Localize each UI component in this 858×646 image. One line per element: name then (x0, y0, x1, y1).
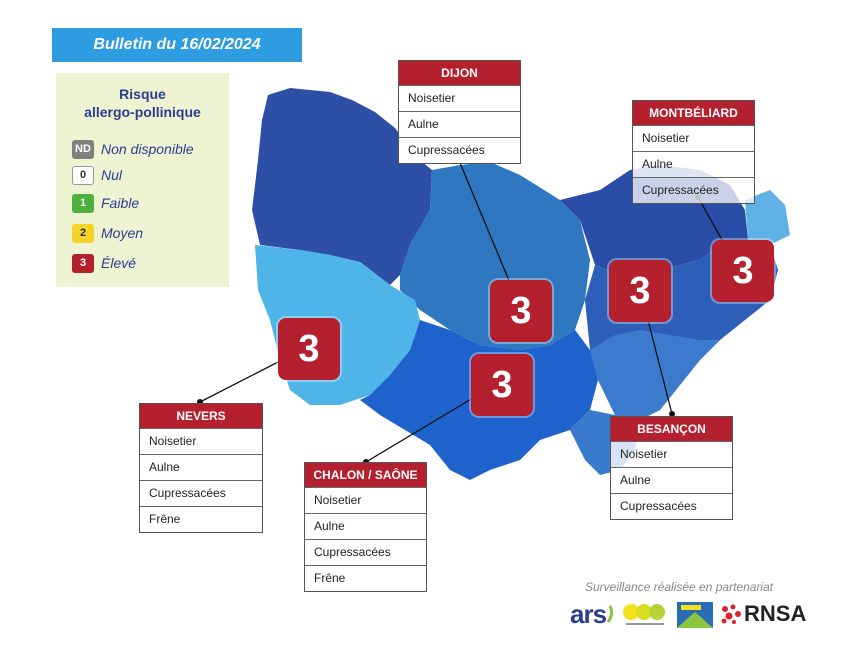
city-table-dijon (398, 60, 521, 164)
legend-title-line1: Risque (119, 86, 166, 102)
city-table-chalon (304, 462, 427, 592)
pollen-row: Cupressacées (140, 480, 262, 506)
ars-logo-text: ars (570, 598, 607, 629)
legend-label-faible: Faible (101, 195, 140, 211)
legend-label-eleve: Élevé (101, 255, 137, 271)
city-title-montbeliard: MONTBÉLIARD (633, 101, 754, 125)
city-title-dijon: DIJON (399, 61, 520, 85)
city-title-nevers: NEVERS (140, 404, 262, 428)
pollen-row: Noisetier (611, 441, 732, 467)
aafi-logo-icon (677, 602, 713, 628)
legend-badge-nd: ND (72, 140, 94, 159)
pollen-row: Noisetier (633, 125, 754, 151)
risk-badge-besancon: 3 (609, 260, 671, 322)
legend-label-moyen: Moyen (101, 225, 144, 241)
legend-badge-faible: 1 (72, 194, 94, 213)
pollen-row: Noisetier (305, 487, 426, 513)
risk-badge-chalon: 3 (471, 354, 533, 416)
legend-badge-moyen: 2 (72, 224, 94, 243)
pollen-row: Noisetier (140, 428, 262, 454)
rnsa-logo-text: RNSA (744, 601, 807, 626)
map-dept-jura (590, 330, 720, 420)
pollen-row: Cupressacées (611, 493, 732, 519)
city-title-chalon: CHALON / SAÔNE (305, 463, 426, 487)
risk-badge-nevers: 3 (278, 318, 340, 380)
pollen-row: Aulne (140, 454, 262, 480)
legend-badge-nul: 0 (72, 166, 94, 185)
city-table-montbeliard (632, 100, 755, 204)
connector-nevers (200, 360, 282, 402)
risk-badge-dijon: 3 (490, 280, 552, 342)
pollen-row: Aulne (305, 513, 426, 539)
pollen-row: Cupressacées (633, 177, 754, 203)
legend-label-nd: Non disponible (101, 141, 194, 157)
partner-text: Surveillance réalisée en partenariat (585, 580, 774, 594)
pollen-row: Aulne (399, 111, 520, 137)
pollen-row: Frêne (305, 565, 426, 591)
city-title-besancon: BESANÇON (611, 417, 732, 441)
pollen-row: Noisetier (399, 85, 520, 111)
legend-title-line2: allergo-pollinique (84, 104, 201, 120)
pollen-row: Cupressacées (399, 137, 520, 163)
risk-badge-montbeliard: 3 (712, 240, 774, 302)
legend-label-nul: Nul (101, 167, 123, 183)
legend-badge-eleve: 3 (72, 254, 94, 273)
pollen-row: Aulne (611, 467, 732, 493)
bulletin-title: Bulletin du 16/02/2024 (52, 28, 302, 62)
rnsa-logo (720, 598, 806, 630)
pollen-row: Aulne (633, 151, 754, 177)
ars-logo (570, 598, 616, 630)
city-table-nevers (139, 403, 263, 533)
atmo-logo-icon (622, 600, 668, 628)
pollen-row: Frêne (140, 506, 262, 532)
city-table-besancon (610, 416, 733, 520)
rnsa-dots-icon (720, 603, 742, 625)
pollen-row: Cupressacées (305, 539, 426, 565)
ars-swoosh-icon (606, 604, 616, 624)
